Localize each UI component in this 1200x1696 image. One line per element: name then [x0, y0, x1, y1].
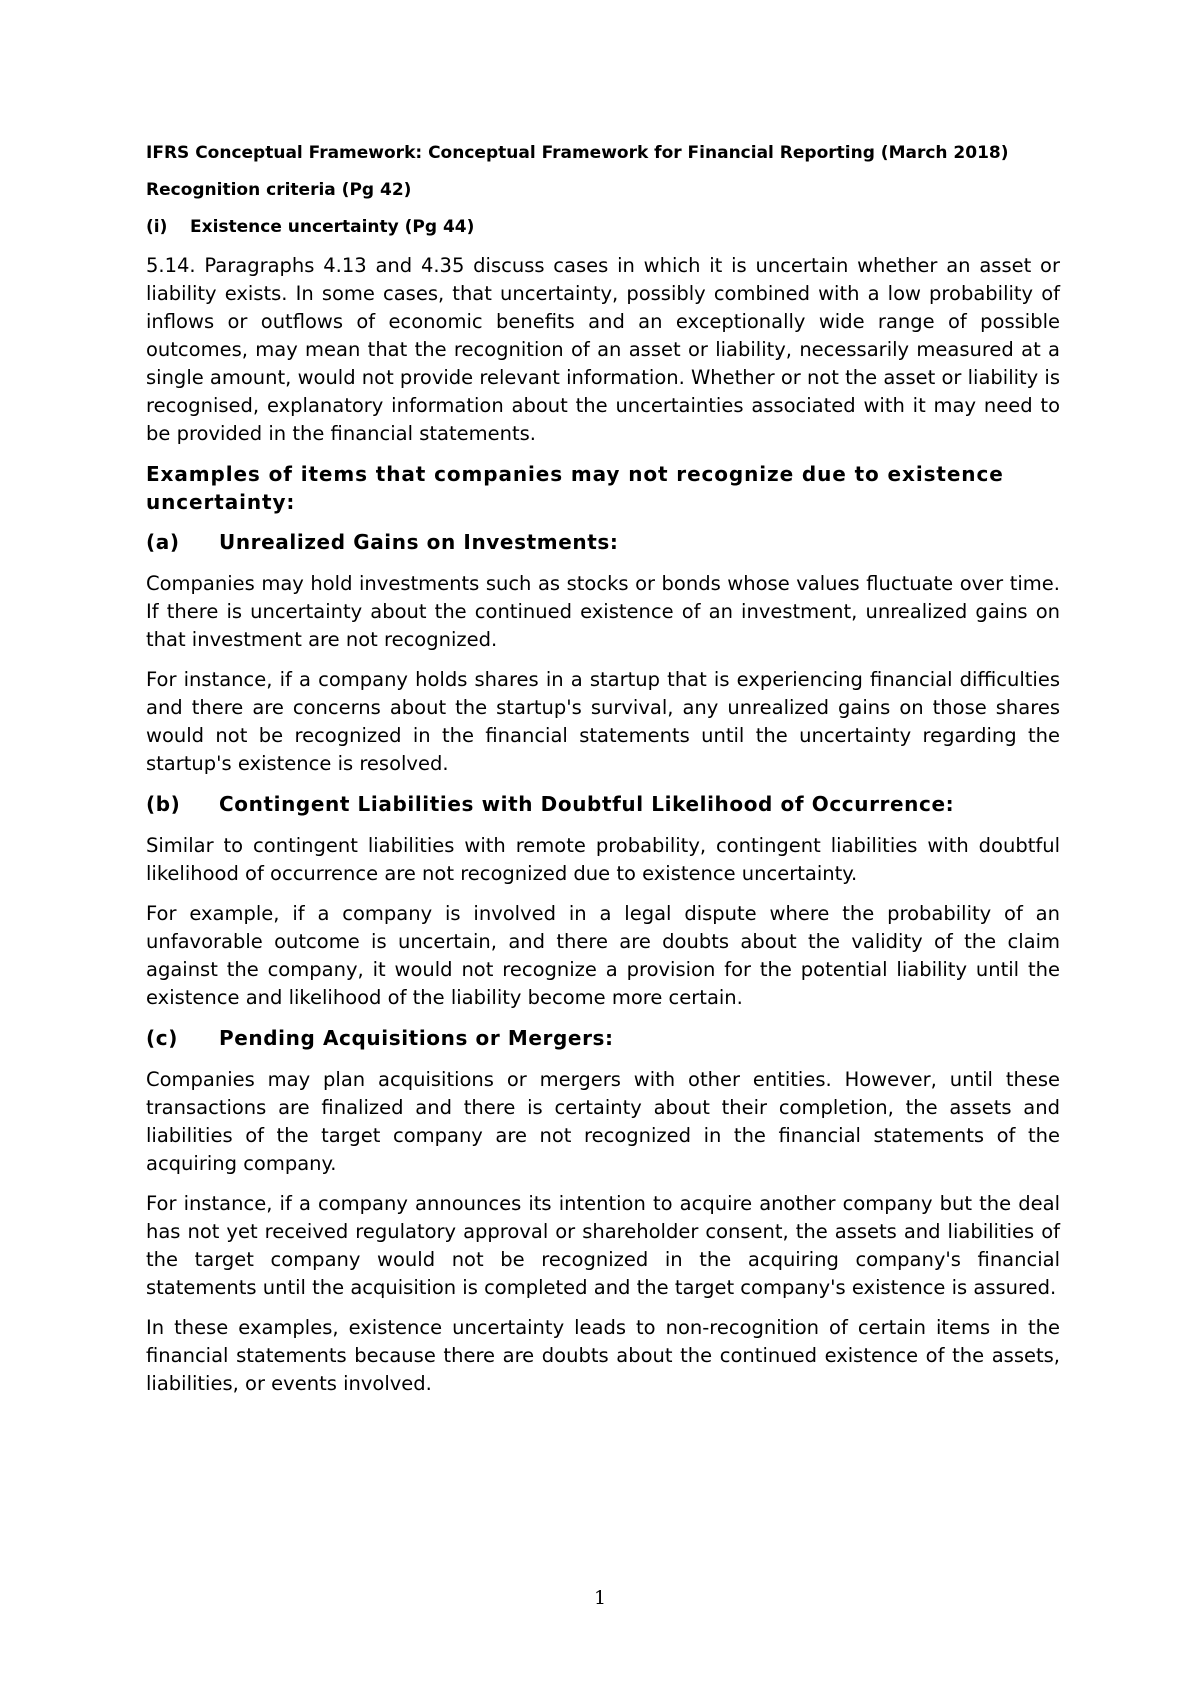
section-b-label: (b)	[146, 792, 181, 816]
existence-uncertainty-heading	[146, 215, 1060, 239]
page-number: 1	[593, 1587, 607, 1609]
section-c-paragraph-2: For instance, if a company announces its intention to acquire another company but the deal has not yet received regulatory approval or shareholder consent, the assets and liabilities of the target company would not be recognized in the acquiring company's financial statements until the acquisition is completed and the target company's existence is assured.	[146, 1192, 1060, 1299]
section-b-heading	[146, 790, 1060, 818]
section-b-paragraph-1: Similar to contingent liabilities with remote probability, contingent liabilities with doubtful likelihood of occurrence are not recognized due to existence uncertainty.	[146, 834, 1060, 885]
section-c-title: Pending Acquisitions or Mergers:	[219, 1026, 614, 1050]
section-a-paragraph-2: For instance, if a company holds shares in a startup that is experiencing financial difficulties and there are concerns about the startup's survival, any unrealized gains on those shares would not be recognized in the financial statements until the uncertainty regarding the startup's existence is resolved.	[146, 668, 1060, 775]
section-a-title: Unrealized Gains on Investments:	[219, 530, 619, 554]
section-a-label: (a)	[146, 530, 180, 554]
section-a-paragraph-1: Companies may hold investments such as stocks or bonds whose values fluctuate over time. If there is uncertainty about the continued existence of an investment, unrealized gains on that investment are not recognized.	[146, 572, 1060, 651]
conclusion-paragraph: In these examples, existence uncertainty leads to non-recognition of certain items in the financial statements because there are doubts about the continued existence of the assets, liabilities, or events involved.	[146, 1316, 1060, 1395]
section-c-paragraph-1: Companies may plan acquisitions or mergers with other entities. However, until these transactions are finalized and there is certainty about their completion, the assets and liabilities of the target company are not recognized in the financial statements of the acquiring company.	[146, 1068, 1060, 1175]
section-c-heading	[146, 1024, 1060, 1052]
section-b-title: Contingent Liabilities with Doubtful Likelihood of Occurrence:	[219, 792, 955, 816]
document-title: IFRS Conceptual Framework: Conceptual Framework for Financial Reporting (March 2018)	[146, 143, 1009, 163]
examples-heading: Examples of items that companies may not recognize due to existence uncertainty:	[146, 462, 1004, 514]
section-a-heading	[146, 528, 1060, 556]
existence-uncertainty-text: Existence uncertainty (Pg 44)	[190, 217, 475, 237]
existence-uncertainty-number: (i)	[146, 217, 168, 237]
document-page	[146, 141, 1060, 1410]
section-c-label: (c)	[146, 1026, 178, 1050]
section-b-paragraph-2: For example, if a company is involved in a legal dispute where the probability of an unfavorable outcome is uncertain, and there are doubts about the validity of the claim against the company, it would not recognize a provision for the potential liability until the existence and likelihood of the liability become more certain.	[146, 902, 1060, 1009]
paragraph-5-14: 5.14. Paragraphs 4.13 and 4.35 discuss cases in which it is uncertain whether an asset or liability exists. In some cases, that uncertainty, possibly combined with a low probability of inflows or outflows of economic benefits and an exceptionally wide range of possible outcomes, may mean that the recognition of an asset or liability, necessarily measured at a single amount, would not provide relevant information. Whether or not the asset or liability is recognised, explanatory information about the uncertainties associated with it may need to be provided in the financial statements.	[146, 254, 1060, 445]
recognition-criteria-heading: Recognition criteria (Pg 42)	[146, 180, 412, 200]
